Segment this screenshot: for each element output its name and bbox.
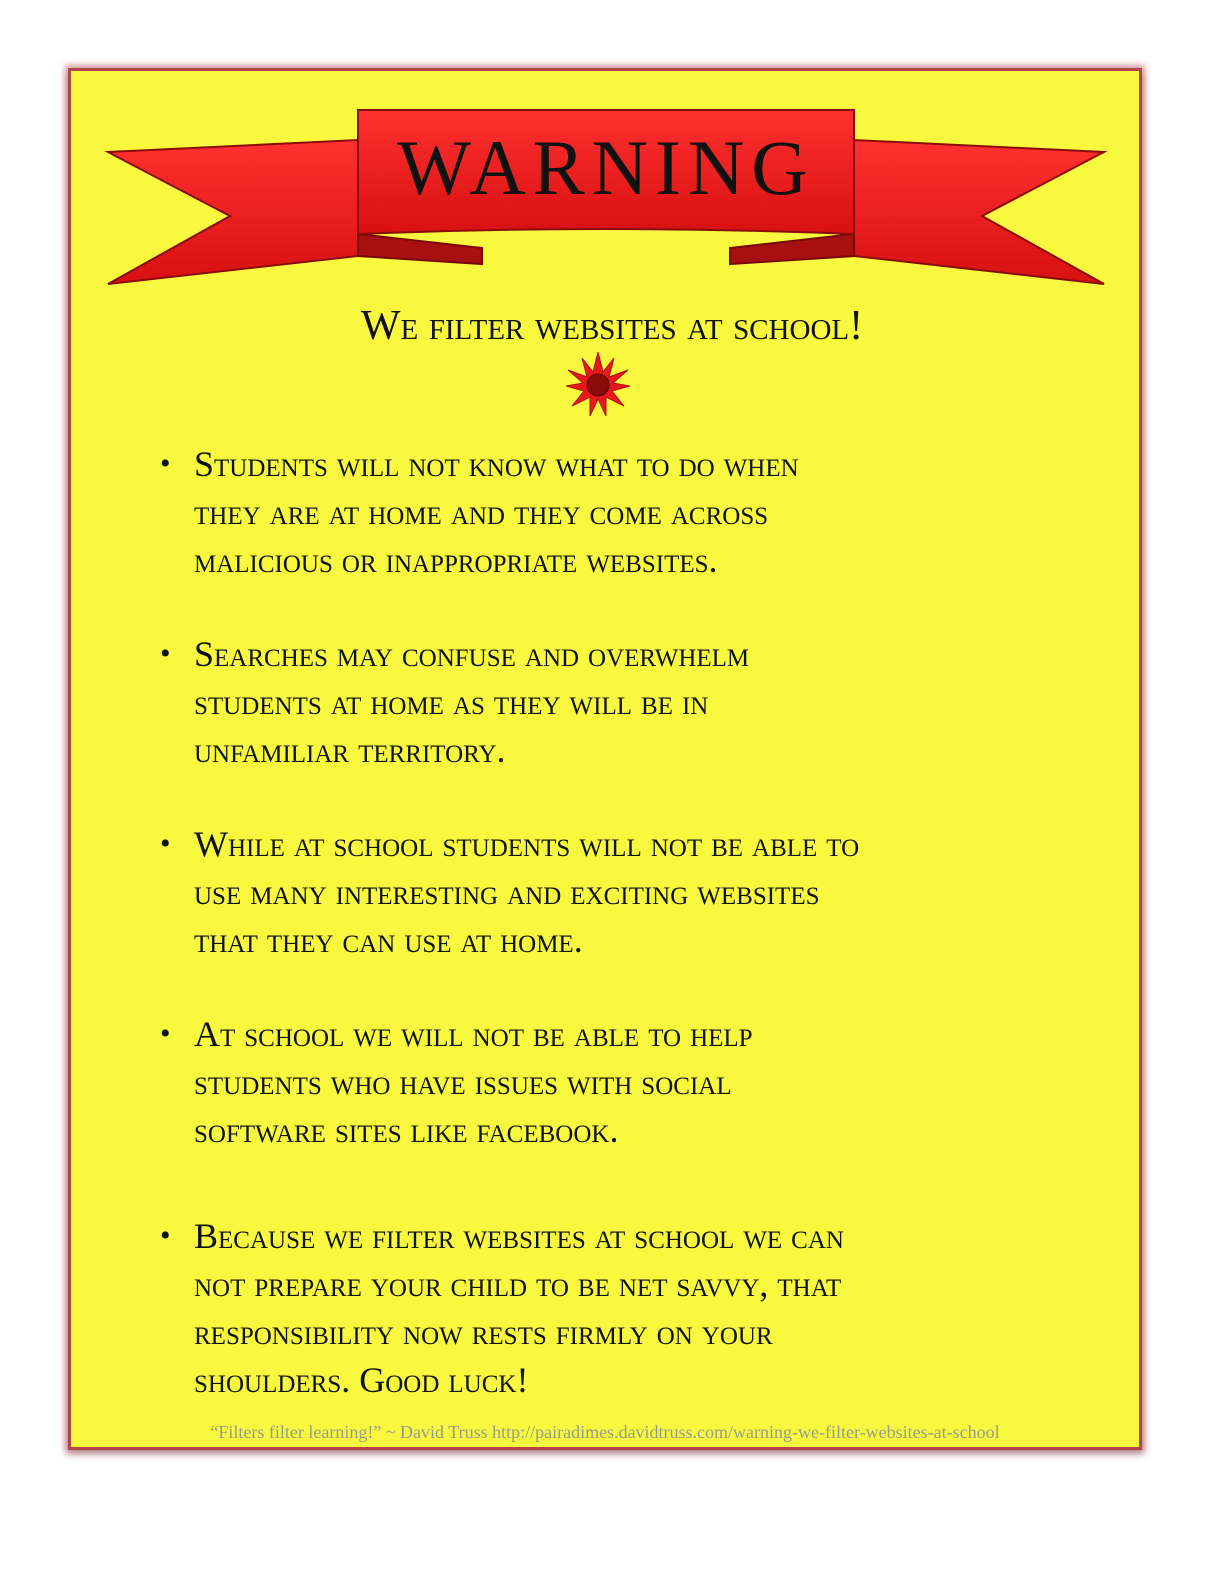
ribbon-left-tail <box>108 140 358 284</box>
list-item <box>160 1212 1120 1404</box>
bullet-text: While at school students will not be able to use many interesting and exciting websites that they can use at home. <box>194 824 860 960</box>
bullet-marker: • <box>160 1017 171 1050</box>
ribbon-right-tail <box>854 140 1104 284</box>
list-item <box>160 440 1120 584</box>
ribbon-left-fold <box>358 234 482 264</box>
list-item <box>160 1010 1120 1154</box>
poster-subtitle: We filter websites at school! <box>360 303 864 349</box>
bullet-text: Students will not know what to do when they are at home and they come across malicious or inappropriate websites. <box>194 444 799 580</box>
source-credit: “Filters filter learning!” ~ David Truss http://pairadimes.davidtruss.com/warning-we-filter-websites-at-school <box>210 1422 1000 1442</box>
starburst-icon <box>566 352 630 416</box>
warning-title: WARNING <box>397 124 815 211</box>
ribbon-right-fold <box>730 234 854 264</box>
list-item <box>160 630 1120 774</box>
bullet-marker: • <box>160 447 171 480</box>
bullet-text: Because we filter websites at school we can not prepare your child to be net savvy, that responsibility now rests firmly on your shoulders. Good luck! <box>194 1216 844 1400</box>
bullet-marker: • <box>160 827 171 860</box>
bullet-marker: • <box>160 637 171 670</box>
bullet-text: At school we will not be able to help students who have issues with social software sites like facebook. <box>194 1014 753 1150</box>
list-item <box>160 820 1120 964</box>
bullet-marker: • <box>160 1219 171 1252</box>
bullet-text: Searches may confuse and overwhelm students at home as they will be in unfamiliar territory. <box>194 634 750 770</box>
